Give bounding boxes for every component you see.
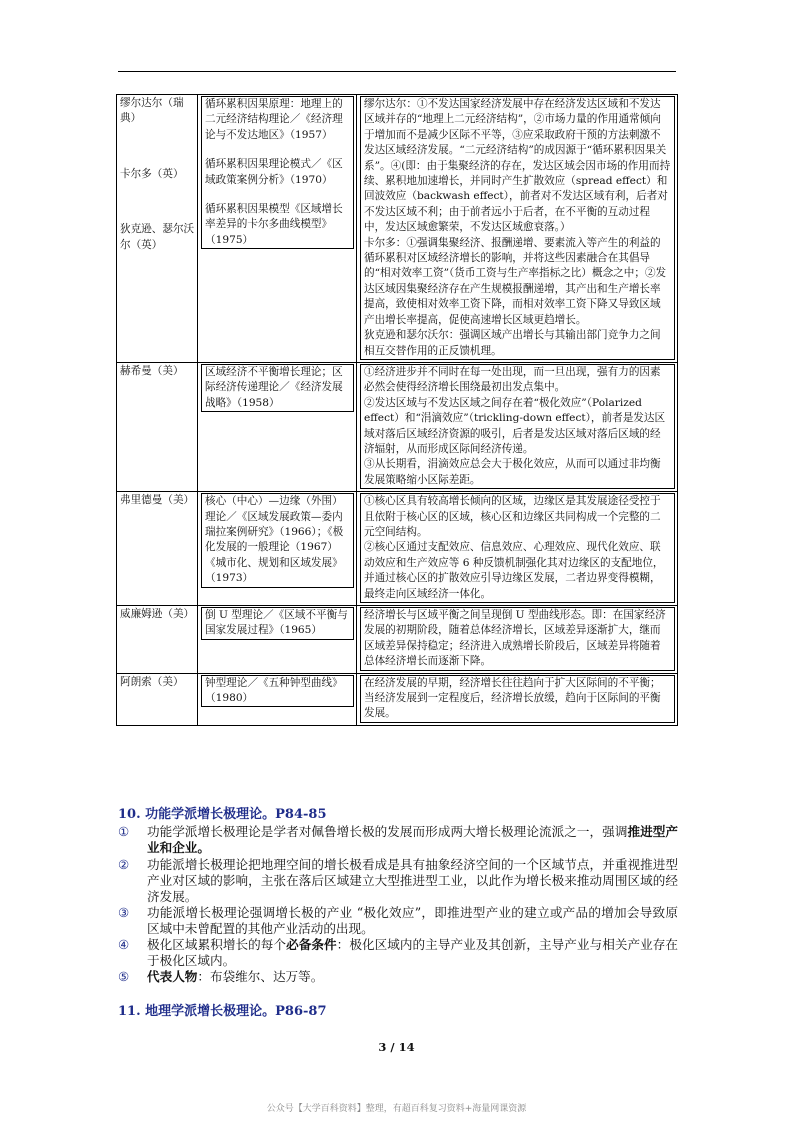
content-text: 经济增长与区域平衡之间呈现倒 U 型曲线形态。即：在国家经济发展的初期阶段，随着总体经济增长，区域差异逐渐扩大，继而区域差异保持稳定；经济进入成熟增长阶段后，区域差异将随着总体经济增长而逐渐下降。 <box>360 607 675 671</box>
list-item-number: ① <box>118 824 130 839</box>
content-text: ①核心区具有较高增长倾向的区域，边缘区是其发展途径受控于且依附于核心区的区域，核心区和边缘区共同构成一个完整的二元空间结构。 ②核心区通过支配效应、信息效应、心理效应、现代化效应、联动效应和生产效应等 6 种反馈机制强化其对边缘区的支配地位，并通过核心区的扩散效应引导边缘区发展，二者边界变得模糊，最终走向区域经济一体化。 <box>360 493 675 603</box>
theory-cell <box>198 606 357 674</box>
author-name: 缪尔达尔（瑞典） <box>120 97 184 125</box>
list-item-text <box>147 857 678 905</box>
list-item <box>118 857 678 905</box>
content-text: 缪尔达尔：①不发达国家经济发展中存在经济发达区域和不发达区域并存的“地理上二元经济结构”，②市场力量的作用通常倾向于增加而不是减少区际不平等，③应采取政府干预的方法刺激不发达区域经济发展。“二元经济结构”的成因源于“循环累积因果关系”。④(即：由于集聚经济的存在，发达区域会因市场的作用而持续、累积地加速增长，并同时产生扩散效应（spread effect）和回波效应（backwash effect），前者对不发达区域有利，后者对不发达区域不利；由于前者远小于后者，在不平衡的互动过程中，发达区域愈繁荣，不发达区域愈衰落。） 卡尔多：①强调集聚经济、报酬递增、要素流入等产生的利益的循环累积对区域经济增长的影响，并将这些因素融合在其倡导的“相对效率工资”（货币工资与生产率指标之比）概念之中；②发达区域因集聚经济存在产生规模报酬递增，其产出和生产增长率提高，致使相对效率工资下降，而相对效率工资下降又导致区域产出增长率提高，促使高速增长区域更趋增长。 狄克逊和瑟尔沃尔：强调区域产出增长与其输出部门竞争力之间相互交替作用的正反馈机理。 <box>360 96 675 360</box>
theory-work: 钟型理论／《五种钟型曲线》（1980） <box>205 676 343 705</box>
section-11-heading: 11. 地理学派增长极理论。P86-87 <box>118 1004 327 1019</box>
footer-note: 公众号【大学百科资料】整理，有超百科复习资料+海量网课资源 <box>266 1104 527 1114</box>
list-item-text <box>147 937 678 969</box>
content-cell <box>357 673 678 725</box>
content-text: 在经济发展的早期，经济增长往往趋向于扩大区际间的不平衡；当经济发展到一定程度后，经济增长放缓，趋向于区际间的平衡发展。 <box>360 675 675 723</box>
list-item <box>118 824 678 856</box>
content-text: ①经济进步并不同时在每一处出现，而一旦出现，强有力的因素必然会使得经济增长围绕最初出发点集中。 ②发达区域与不发达区域之间存在着“极化效应”（Polarized effect）和“涓滴效应”（trickling-down effect），前者是发达区域对落后区域经济资源的吸引，后者是发达区域对落后区域的经济辐射，从而形成区际间经济传递。 ③从长期看，涓滴效应总会大于极化效应，从而可以通过非均衡发展策略缩小区际差距。 <box>360 364 675 489</box>
author-cell <box>117 492 198 606</box>
theory-cell <box>198 362 357 491</box>
content-cell <box>357 492 678 606</box>
list-item <box>118 937 678 969</box>
table-row <box>117 606 678 674</box>
theory-work: 倒 U 型理论／《区域不平衡与国家发展过程》（1965） <box>205 609 348 637</box>
section-10-title <box>118 806 678 823</box>
content-cell <box>357 362 678 491</box>
content-cell <box>357 95 678 363</box>
theory-cell <box>198 95 357 363</box>
author-name: 卡尔多（英） <box>120 167 184 180</box>
theory-work: 核心（中心）—边缘（外围）理论／《区域发展政策—委内瑞拉案例研究》（1966）；《极化发展的一般理论（1967） <box>205 495 344 554</box>
theory-work: 循环累积因果原理：地理上的二元经济结构理论／《经济理论与不发达地区》（1957） <box>205 98 343 141</box>
author-name: 赫希曼（美） <box>120 364 184 377</box>
author-cell <box>117 95 198 363</box>
list-item-pre: 功能学派增长极理论是学者对佩鲁增长极的发展而形成两大增长极理论流派之一，强调 <box>147 824 628 839</box>
theory-work: 区域经济不平衡增长理论；区际经济传递理论／《经济发展战略》（1958） <box>205 365 343 409</box>
theory-cell <box>198 673 357 725</box>
table-row <box>117 492 678 606</box>
list-item-post: ：布袋维尔、达万等。 <box>197 969 324 984</box>
list-item-text <box>147 969 678 985</box>
list-item-number: ⑤ <box>118 969 130 984</box>
list-item-text <box>147 905 678 937</box>
header-rule <box>118 71 676 72</box>
theory-work: 循环累积因果理论模式／《区域政策案例分析》（1970） <box>205 158 343 186</box>
table-row <box>117 362 678 491</box>
list-item-pre: 功能派增长极理论强调增长极的产业 “极化效应”，即推进型产业的建立或产品的增加会导致原区域中未曾配置的其他产业活动的出现。 <box>147 905 678 936</box>
list-item-bold: 代表人物 <box>147 969 198 984</box>
list-item-number: ② <box>118 857 130 872</box>
list-item-pre: 功能派增长极理论把地理空间的增长极看成是具有抽象经济空间的一个区域节点，并重视推进型产业对区域的影响，主张在落后区域建立大型推进型工业，以此作为增长极来推动周围区域的经济发展。 <box>147 857 678 904</box>
list-item <box>118 905 678 937</box>
list-item-number: ④ <box>118 937 130 952</box>
list-item-number: ③ <box>118 905 130 920</box>
list-item-post: ：极化区域内的主导产业及其创新，主导产业与相关产业存在于极化区域内。 <box>147 937 679 968</box>
theory-work: 《城市化、规划和区域发展》（1973） <box>205 556 343 585</box>
content-cell <box>357 606 678 674</box>
list-item-pre: 极化区域累积增长的每个 <box>147 937 287 952</box>
author-cell <box>117 362 198 491</box>
author-name: 狄克逊、瑟尔沃尔（英） <box>120 223 195 251</box>
author-name: 阿朗索（美） <box>120 675 184 688</box>
list-item-bold: 必备条件 <box>286 937 337 952</box>
author-name: 威廉姆逊（美） <box>120 608 195 620</box>
author-cell <box>117 606 198 674</box>
author-name: 弗里德曼（美） <box>120 494 195 507</box>
theory-table <box>116 94 678 726</box>
list-item-bold: 推进型产业和企业。 <box>147 824 679 855</box>
section-10-heading: 10. 功能学派增长极理论。P84-85 <box>118 807 327 822</box>
list-item <box>118 969 678 985</box>
author-cell <box>117 673 198 725</box>
table-row <box>117 673 678 725</box>
section-11-title <box>118 1003 678 1020</box>
list-item-text <box>147 824 678 856</box>
table-row <box>117 95 678 363</box>
theory-cell <box>198 492 357 606</box>
page-number: 3 / 14 <box>378 1040 415 1054</box>
theory-work: 循环累积因果模型《区域增长率差异的卡尔多曲线模型》（1975） <box>205 203 343 246</box>
